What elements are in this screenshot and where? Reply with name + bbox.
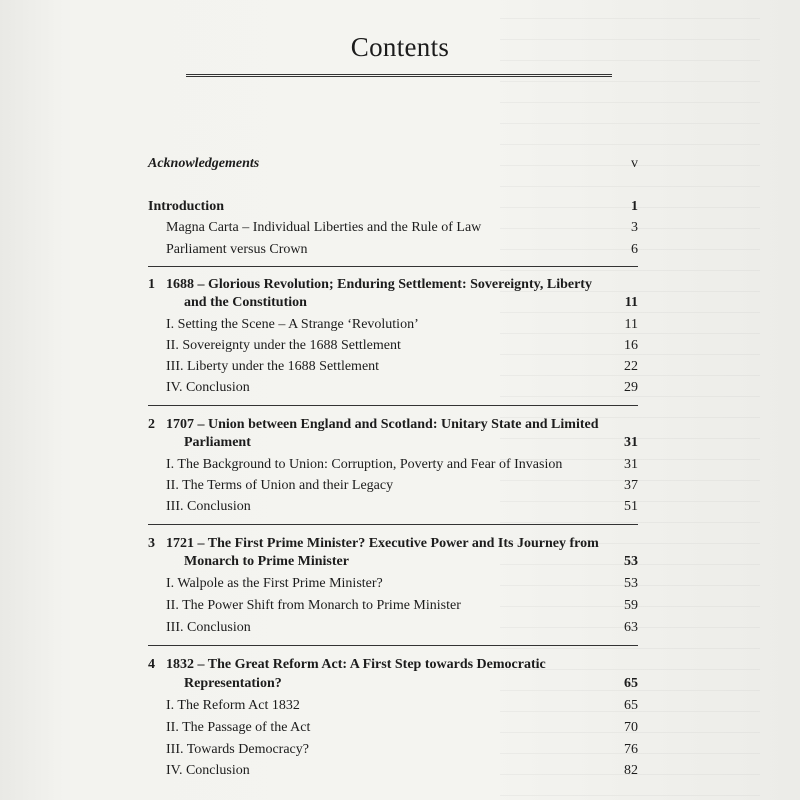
toc-chapter-1[interactable] <box>148 276 638 293</box>
section-page: 82 <box>624 763 638 778</box>
section-label: III. Liberty under the 1688 Settlement <box>166 359 380 374</box>
toc-section[interactable] <box>166 697 638 714</box>
toc-subentry[interactable] <box>166 241 638 258</box>
page-title: Contents <box>350 32 450 62</box>
toc-chapter-4[interactable] <box>148 656 638 673</box>
title-rule-top <box>186 74 612 75</box>
toc-subentry[interactable] <box>166 219 638 236</box>
section-page: 16 <box>624 338 638 353</box>
section-label: II. Sovereignty under the 1688 Settlement <box>166 338 401 353</box>
entry-page: 6 <box>631 242 638 257</box>
toc-section[interactable] <box>166 575 638 592</box>
toc-chapter-4-line2[interactable] <box>148 675 638 692</box>
section-page: 51 <box>624 499 638 514</box>
chapter-title-line2: Parliament <box>184 435 251 450</box>
toc-entry-introduction[interactable] <box>148 198 638 215</box>
toc-entry-acknowledgements[interactable] <box>148 155 638 172</box>
section-divider <box>148 266 638 267</box>
section-label: III. Towards Democracy? <box>166 742 309 757</box>
section-divider <box>148 524 638 525</box>
section-divider <box>148 645 638 646</box>
toc-chapter-3[interactable] <box>148 535 638 552</box>
section-page: 70 <box>624 720 638 735</box>
chapter-title-line1: 1688 – Glorious Revolution; Enduring Settlement: Sovereignty, Liberty <box>166 277 592 292</box>
chapter-number: 3 <box>148 536 155 551</box>
entry-label: Magna Carta – Individual Liberties and the Rule of Law <box>166 220 482 235</box>
section-page: 76 <box>624 742 638 757</box>
chapter-page: 11 <box>624 295 638 310</box>
toc-section[interactable] <box>166 456 638 473</box>
chapter-page: 65 <box>624 676 638 691</box>
section-page: 65 <box>624 698 638 713</box>
section-label: IV. Conclusion <box>166 380 250 395</box>
entry-page: 3 <box>631 220 638 235</box>
chapter-number: 2 <box>148 417 155 432</box>
chapter-title-line1: 1832 – The Great Reform Act: A First Step towards Democratic <box>166 657 546 672</box>
section-page: 53 <box>624 576 638 591</box>
chapter-page: 53 <box>624 554 638 569</box>
section-label: IV. Conclusion <box>166 763 250 778</box>
chapter-title-line1: 1721 – The First Prime Minister? Executive Power and Its Journey from <box>166 536 599 551</box>
chapter-title-line1: 1707 – Union between England and Scotland: Unitary State and Limited <box>166 417 599 432</box>
toc-section[interactable] <box>166 498 638 515</box>
section-page: 63 <box>624 620 638 635</box>
section-label: I. Setting the Scene – A Strange ‘Revolution’ <box>166 317 419 332</box>
toc-section[interactable] <box>166 379 638 396</box>
section-page: 37 <box>624 478 638 493</box>
toc-chapter-2-line2[interactable] <box>148 434 638 451</box>
title-rule-bottom <box>186 76 612 77</box>
section-page: 11 <box>624 317 638 332</box>
toc-section[interactable] <box>166 719 638 736</box>
toc-section[interactable] <box>166 597 638 614</box>
chapter-number: 4 <box>148 657 155 672</box>
section-label: I. The Background to Union: Corruption, Poverty and Fear of Invasion <box>166 457 563 472</box>
toc-section[interactable] <box>166 316 638 333</box>
toc-section[interactable] <box>166 741 638 758</box>
toc-chapter-2[interactable] <box>148 416 638 433</box>
toc-chapter-3-line2[interactable] <box>148 553 638 570</box>
entry-page: 1 <box>631 199 638 214</box>
section-divider <box>148 405 638 406</box>
toc-section[interactable] <box>166 762 638 779</box>
section-label: II. The Passage of the Act <box>166 720 311 735</box>
section-page: 22 <box>624 359 638 374</box>
section-label: I. Walpole as the First Prime Minister? <box>166 576 383 591</box>
entry-page: v <box>631 156 638 171</box>
section-page: 29 <box>624 380 638 395</box>
toc-section[interactable] <box>166 337 638 354</box>
section-label: II. The Terms of Union and their Legacy <box>166 478 394 493</box>
section-label: III. Conclusion <box>166 499 251 514</box>
chapter-number: 1 <box>148 277 155 292</box>
chapter-title-line2: Representation? <box>184 676 282 691</box>
section-page: 59 <box>624 598 638 613</box>
chapter-title-line2: Monarch to Prime Minister <box>184 554 349 569</box>
chapter-title-line2: and the Constitution <box>184 295 307 310</box>
section-label: I. The Reform Act 1832 <box>166 698 300 713</box>
section-label: II. The Power Shift from Monarch to Prime Minister <box>166 598 461 613</box>
section-page: 31 <box>624 457 638 472</box>
entry-label: Parliament versus Crown <box>166 242 308 257</box>
toc-chapter-1-line2[interactable] <box>148 294 638 311</box>
toc-section[interactable] <box>166 358 638 375</box>
entry-label: Introduction <box>148 199 224 214</box>
toc-section[interactable] <box>166 619 638 636</box>
section-label: III. Conclusion <box>166 620 251 635</box>
toc-section[interactable] <box>166 477 638 494</box>
entry-label: Acknowledgements <box>148 156 260 171</box>
chapter-page: 31 <box>624 435 638 450</box>
